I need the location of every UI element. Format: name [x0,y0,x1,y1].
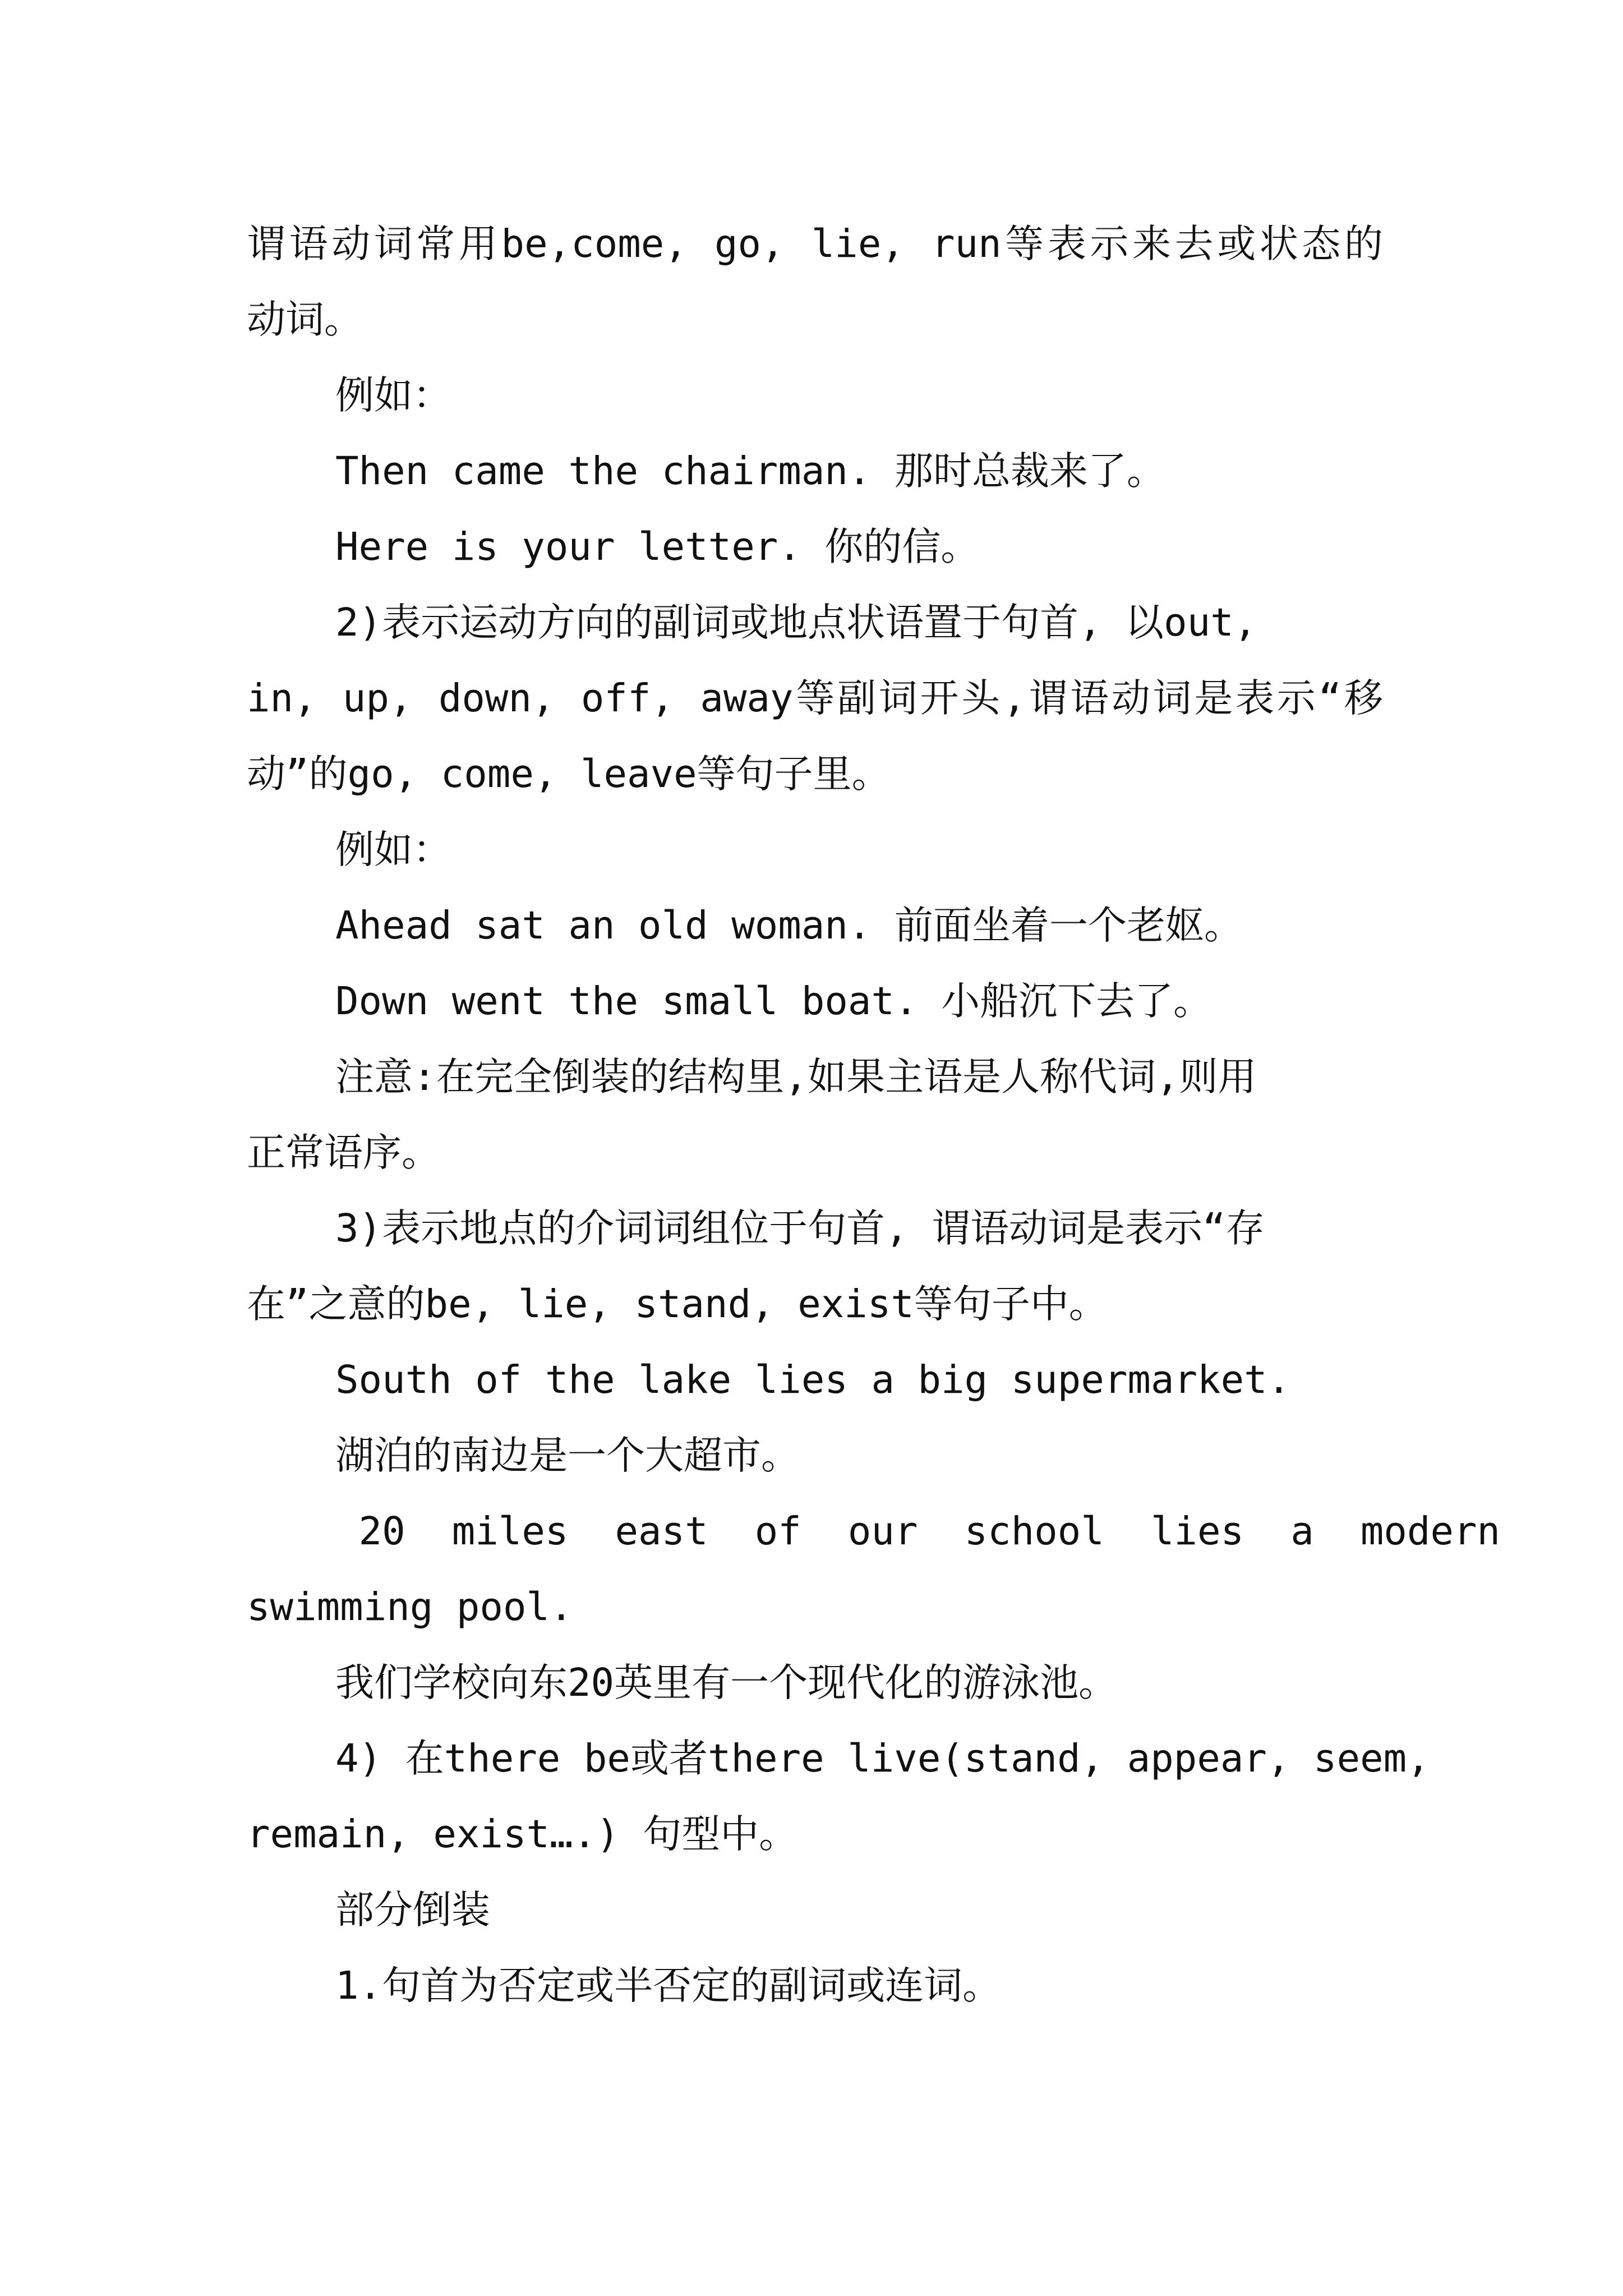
rule-heading: 2)表示运动方向的副词或地点状语置于句首, 以out, [335,600,1257,645]
paragraph-line: in, up, down, off, away等副词开头,谓语动词是表示“移 [247,676,1383,721]
paragraph-line: 谓语动词常用be,come, go, lie, run等表示来去或状态的 [247,222,1383,266]
example-sentence: Then came the chairman. 那时总裁来了。 [335,449,1165,494]
example-sentence: Ahead sat an old woman. 前面坐着一个老妪。 [335,903,1243,948]
example-label: 例如： [335,827,451,872]
example-translation: 我们学校向东20英里有一个现代化的游泳池。 [335,1660,1118,1705]
example-sentence: South of the lake lies a big supermarket. [335,1358,1291,1402]
example-label: 例如： [335,373,451,418]
section-heading: 部分倒装 [335,1888,490,1932]
paragraph-line: 在”之意的be, lie, stand, exist等句子中。 [247,1282,1108,1327]
rule-heading: 1.句首为否定或半否定的副词或连词。 [335,1963,1002,2008]
paragraph-line: 正常语序。 [247,1130,440,1175]
note-line: 注意:在完全倒装的结构里,如果主语是人称代词,则用 [335,1055,1257,1099]
paragraph-line: 动词。 [247,297,363,342]
example-sentence: Down went the small boat. 小船沉下去了。 [335,979,1212,1024]
example-sentence: 20 miles east of our school lies a modern [335,1509,1501,1554]
example-translation: 湖泊的南边是一个大超市。 [335,1433,800,1478]
example-sentence: Here is your letter. 你的信。 [335,524,980,569]
paragraph-line: swimming pool. [247,1585,573,1630]
rule-heading: 3)表示地点的介词词组位于句首, 谓语动词是表示“存 [335,1206,1265,1251]
paragraph-line: 动”的go, come, leave等句子里。 [247,752,891,797]
rule-heading: 4) 在there be或者there live(stand, appear, seem, [335,1736,1430,1781]
paragraph-line: remain, exist….) 句型中。 [247,1812,798,1857]
